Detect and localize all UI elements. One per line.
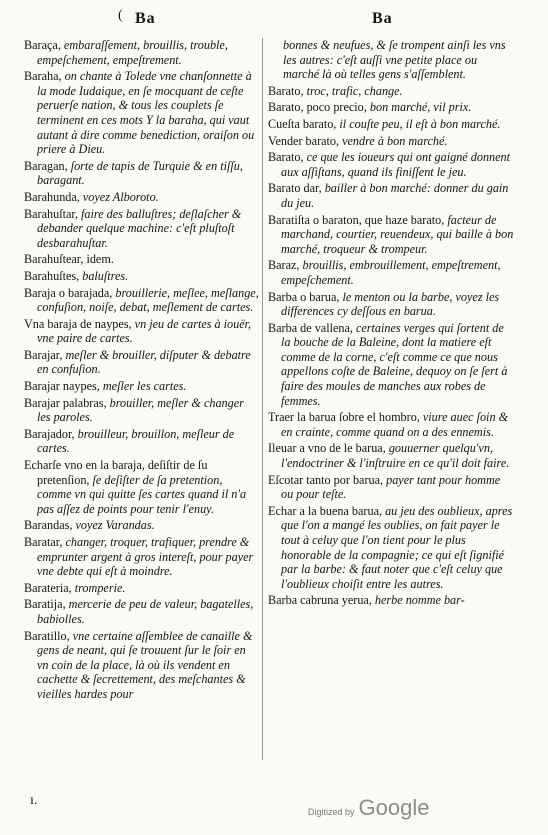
entry-definition: herbe nomme bar- — [371, 593, 465, 608]
entry-headword: Baratar, — [24, 535, 63, 549]
entry-definition: mercerie de peu de valeur, bagatelles, babiolles. — [37, 597, 254, 626]
entry-headword: Baraz, — [268, 258, 300, 273]
entry-definition: troc, trafic, change. — [303, 83, 403, 98]
entry-headword: Baraha, — [24, 69, 62, 84]
entry-headword: Barato dar, — [268, 181, 322, 196]
dictionary-entry — [24, 159, 259, 188]
dictionary-entry — [24, 38, 259, 67]
dictionary-entry — [24, 518, 259, 533]
entry-headword: Ileuar a vno de le barua, — [268, 441, 386, 456]
dictionary-entry — [268, 258, 515, 287]
dictionary-entry — [24, 317, 259, 346]
dictionary-entry — [268, 150, 515, 179]
dictionary-entry — [268, 321, 515, 409]
entry-headword: Baratiſta o baraton, que haze barato, — [268, 212, 445, 227]
entry-headword: Echarſe vno en la baraja, deſiſtir de ſu pretenſion, — [24, 458, 208, 487]
running-header-left: Ba — [135, 10, 156, 27]
entry-headword: Barba cabruna yerua, — [268, 593, 372, 608]
entry-headword: Barajar, — [24, 347, 63, 362]
dictionary-entry — [24, 69, 259, 157]
dictionary-entry — [268, 593, 515, 608]
dictionary-entry — [24, 396, 259, 425]
right-column — [268, 38, 515, 610]
dictionary-entry — [268, 181, 515, 210]
entry-definition: brouiller, meſler & changer les paroles. — [37, 395, 244, 425]
dictionary-entry — [24, 252, 259, 267]
entry-definition: ſe deſiſter de ſa pretention, comme vn qui quitte ſes cartes quand il n'a pas aſſez de points pour tenir l'enuy. — [37, 472, 247, 516]
running-header-right: Ba — [372, 10, 393, 27]
dictionary-entry — [268, 504, 515, 592]
dictionary-entry — [24, 190, 259, 205]
entry-definition: on chante à Tolede vne chanſonnette à la mode Iudaique, en ſe mocquant de ceſte peruerſe nation, & tous les couplets ſe terminent en ces mots Y la baraha, qui vaut autant à dire comme benediction, oraiſon ou priere à Dieu. — [37, 69, 255, 157]
entry-definition: il couſte peu, il eſt à bon marché. — [336, 116, 501, 131]
entry-headword: Baraja o barajada, — [24, 285, 113, 300]
entry-definition: meſler & brouiller, diſputer & debatre en confuſion. — [37, 347, 251, 377]
entry-definition: bailler à bon marché: donner du gain du jeu. — [281, 181, 509, 210]
entry-definition: vendre à bon marché. — [339, 133, 448, 148]
digitized-by-text: Digitized by — [308, 807, 355, 817]
entry-headword: Barahuſtes, — [24, 268, 80, 283]
entry-definition: vne certaine aſſemblee de canaille & gens de neant, qui ſe trouuent ſur le ſoir en vn coin de la place, là où ils vendent en cachette & ſecrettement, des meſchantes & vieilles hardes pour — [37, 628, 253, 701]
dictionary-entry — [268, 473, 515, 502]
entry-headword: Barato, poco precio, — [268, 100, 367, 115]
dictionary-entry — [24, 286, 259, 315]
entry-headword: Barajar naypes, — [24, 379, 100, 394]
entry-definition: embaraſſement, brouillis, trouble, empeſchement, empeſtrement. — [37, 38, 228, 67]
dictionary-entry — [24, 207, 259, 251]
entry-definition: bon marché, vil prix. — [366, 100, 472, 115]
entry-definition: gouuerner quelqu'vn, l'endoctriner & l'inſtruire en ce qu'il doit faire. — [281, 441, 510, 471]
entry-headword: Barahuſtear, idem. — [24, 252, 114, 267]
entry-headword: Cueſta barato, — [268, 116, 337, 131]
dictionary-entry — [24, 379, 259, 394]
entry-headword: Barateria, — [24, 580, 72, 595]
dictionary-entry — [268, 134, 515, 149]
dictionary-entry — [268, 213, 515, 257]
dictionary-entry — [24, 535, 259, 579]
entry-headword: Baratija, — [24, 597, 66, 612]
entry-headword: Vender barato, — [268, 133, 340, 148]
entry-definition: faire des balluſtres; deſlaſcher & debander quelque machine: c'eſt pluſtoſt desbarahuſtar. — [37, 206, 242, 250]
google-logo: Google — [358, 795, 430, 820]
entry-definition: certaines verges qui ſortent de la bouche de la Baleine, dont la matiere eſt comme de la corne, c'eſt comme ce que nous appellons coſte de Baleine, dequoy on ſe ſert à faire des moules de manches aux robes de femmes. — [281, 320, 508, 408]
dictionary-entry — [268, 117, 515, 132]
entry-definition: meſler les cartes. — [99, 379, 187, 394]
dictionary-entry — [268, 38, 515, 82]
digitized-watermark — [308, 795, 429, 821]
entry-headword: Traer la barua ſobre el hombro, — [268, 410, 420, 425]
entry-headword: Barahuſtar, — [24, 206, 78, 221]
entry-definition: au jeu des oublieux, apres que l'on a mangé les oublies, on fait payer le tout à celuy que l'on tient pour le plus honorable de la compagnie; ce qui eſt ſignifié par la barbe: & faut noter que c'eſt celuy que l'oublieux choiſit entre les autres. — [281, 503, 513, 591]
entry-definition: le menton ou la barbe, voyez les differences cy deſſous en barua. — [281, 289, 500, 319]
left-column — [24, 38, 259, 704]
entry-headword: Vna baraja de naypes, — [24, 316, 132, 331]
entry-headword: Echar a la buena barua, — [268, 503, 383, 518]
entry-headword: Baraça, — [24, 38, 61, 52]
entry-headword: Barahunda, — [24, 189, 80, 204]
dictionary-entry — [24, 629, 259, 702]
column-divider — [262, 38, 263, 760]
dictionary-entry — [268, 290, 515, 319]
entry-definition: viure auec ſoin & en crainte, comme quand on a des ennemis. — [281, 410, 509, 439]
entry-definition: brouilleur, brouillon, meſleur de cartes. — [37, 426, 235, 456]
entry-definition: vn jeu de cartes à iouër, vne paire de cartes. — [37, 316, 252, 346]
entry-headword: Barandas, — [24, 518, 73, 533]
entry-definition: bonnes & neufues, & ſe trompent ainſi les vns les autres: c'eſt auſſi vne petite place ou marché là où telles gens s'aſſemblent. — [283, 38, 506, 82]
dictionary-entry — [24, 269, 259, 284]
dictionary-entry — [24, 581, 259, 596]
entry-headword: Barato, — [268, 150, 304, 165]
entry-definition: voyez Alboroto. — [79, 189, 159, 204]
dictionary-entry — [268, 410, 515, 439]
entry-headword: Barato, — [268, 83, 304, 98]
dictionary-entry — [24, 597, 259, 626]
entry-definition: brouillerie, meſlee, meſlange, confuſion, noiſe, debat, meſlement de cartes. — [37, 285, 259, 315]
entry-definition: payer tant pour homme ou pour teſte. — [281, 472, 501, 502]
entry-headword: Barba de vallena, — [268, 320, 353, 335]
dictionary-entry — [24, 348, 259, 377]
entry-headword: Baratillo, — [24, 628, 70, 643]
dictionary-entry — [24, 427, 259, 456]
dictionary-entry — [24, 458, 259, 516]
entry-definition: voyez Varandas. — [72, 518, 155, 533]
dictionary-entry — [268, 100, 515, 115]
entry-definition: changer, troquer, trafiquer, prendre & emprunter argent à gros intereſt, pour payer vne debte qui eſt à moindre. — [37, 535, 254, 579]
entry-headword: Eſcotar tanto por barua, — [268, 472, 384, 487]
entry-headword: Baragan, — [24, 158, 68, 173]
entry-definition: baluſtres. — [79, 268, 129, 283]
entry-definition: brouillis, embrouillement, empeſtrement, empeſchement. — [281, 258, 501, 287]
entry-definition: tromperie. — [71, 580, 126, 595]
dictionary-entry — [268, 441, 515, 470]
entry-headword: Barajador, — [24, 426, 75, 441]
entry-definition: ſorte de tapis de Turquie & en tiſſu, baragant. — [37, 158, 243, 188]
entry-definition: facteur de marchand, courtier, reuendeux, qui baille à bon marché, troqueur & trompeur. — [281, 212, 514, 256]
dictionary-entry — [268, 84, 515, 99]
margin-mark-bottom: ı. — [30, 793, 38, 808]
entry-definition: ce que les ioueurs qui ont gaigné donnent aux aſſiſtans, quand ils finiſſent le jeu. — [281, 150, 511, 179]
entry-headword: Barajar palabras, — [24, 395, 107, 410]
margin-mark-top: ( — [118, 8, 123, 23]
entry-headword: Barba o barua, — [268, 289, 340, 304]
